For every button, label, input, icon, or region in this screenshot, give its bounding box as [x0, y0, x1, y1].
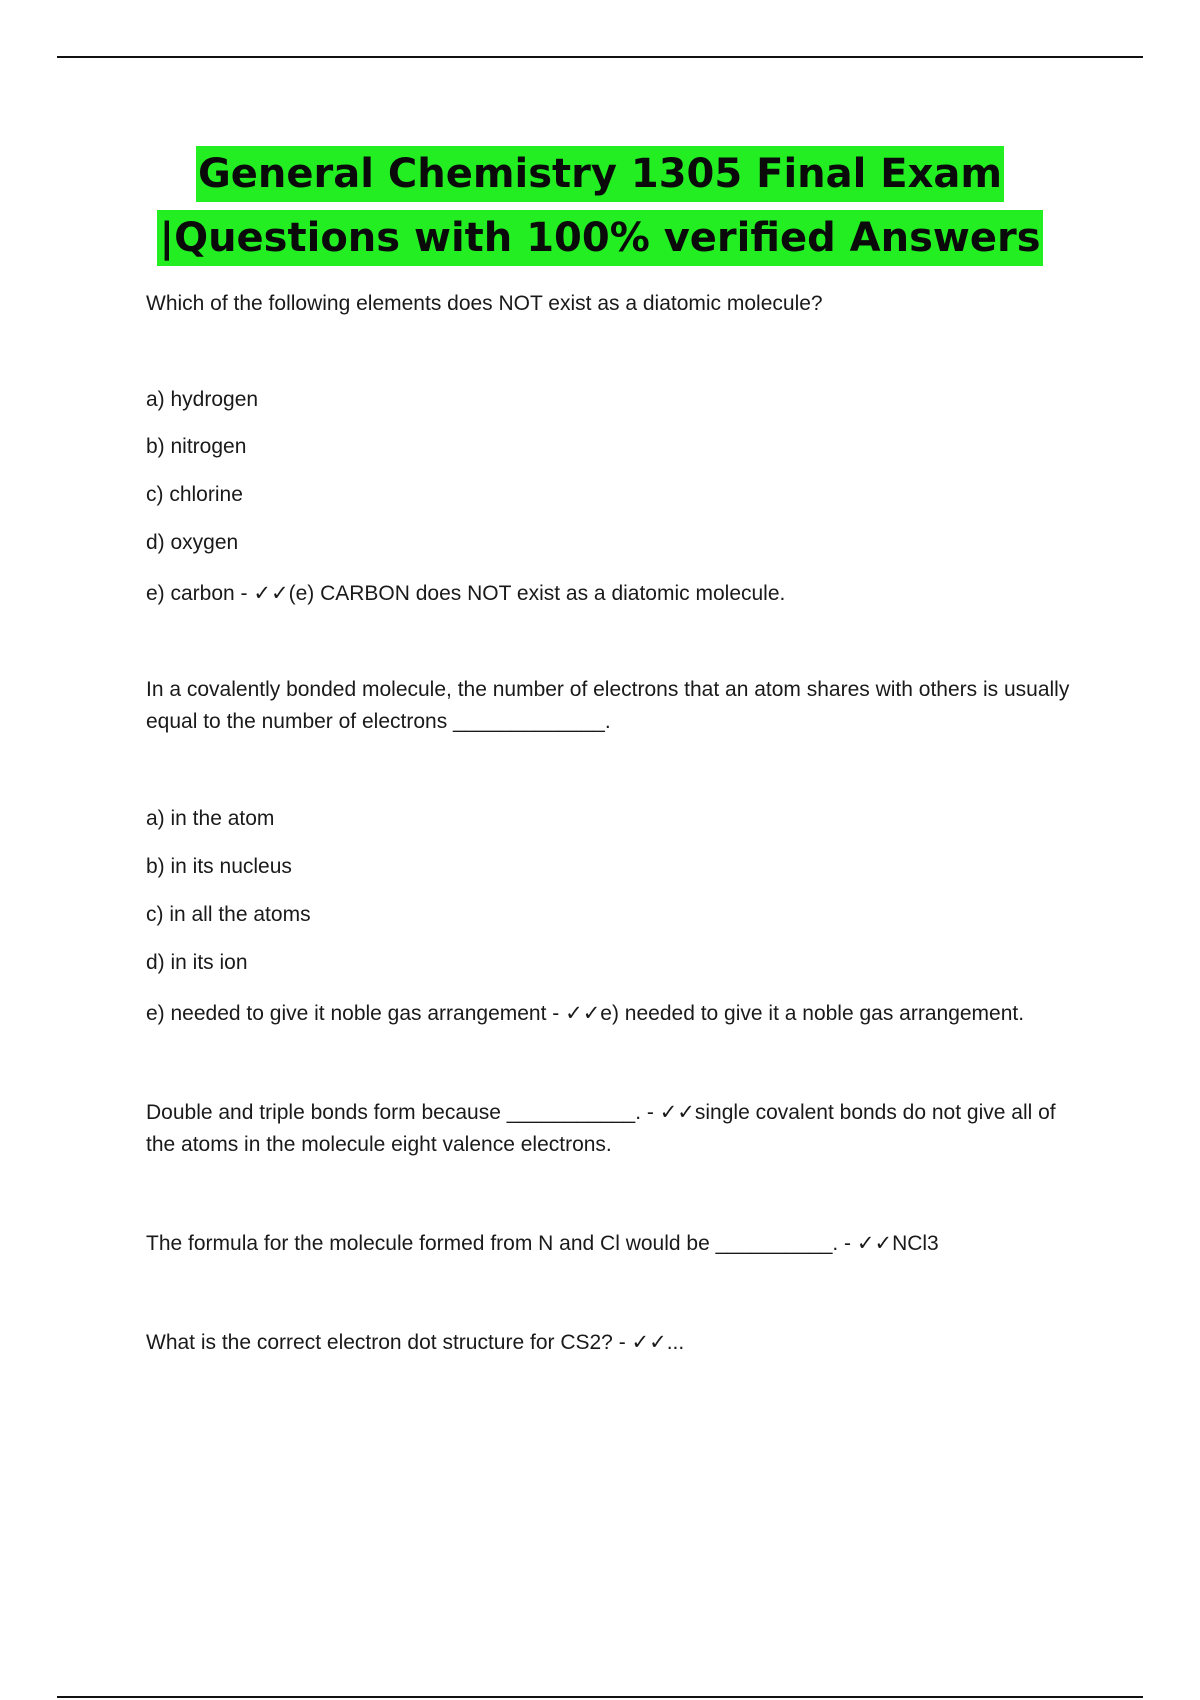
- answer-option-correct: e) carbon - ✓✓(e) CARBON does NOT exist as a diatomic molecule.: [146, 582, 786, 605]
- bottom-divider: [57, 1696, 1143, 1698]
- answer-option: b) nitrogen: [146, 435, 247, 458]
- title-line-2: |Questions with 100% verified Answers: [157, 210, 1042, 266]
- answer-option: a) hydrogen: [146, 388, 259, 411]
- answer-option: d) in its ion: [146, 951, 248, 974]
- answer-option: b) in its nucleus: [146, 855, 292, 878]
- answer-option-correct: e) needed to give it noble gas arrangement - ✓✓e) needed to give it a noble gas arrangement.: [146, 1002, 1025, 1025]
- question-text: What is the correct electron dot structure for CS2? - ✓✓...: [146, 1331, 685, 1354]
- title-line-1: General Chemistry 1305 Final Exam: [196, 146, 1004, 202]
- question-text: Which of the following elements does NOT exist as a diatomic molecule?: [146, 292, 823, 315]
- question-text: Double and triple bonds form because ___________. - ✓✓single covalent bonds do not give all of the atoms in the molecule eight valence electrons.: [146, 1101, 1056, 1156]
- question-block-5: [146, 1327, 1076, 1359]
- question-text: In a covalently bonded molecule, the number of electrons that an atom shares with others is usually equal to the number of electrons _____________.: [146, 678, 1070, 733]
- answer-option: c) in all the atoms: [146, 903, 311, 926]
- question-block-4: [146, 1228, 1076, 1260]
- question-block-1: [146, 288, 1076, 320]
- answer-option: a) in the atom: [146, 807, 275, 830]
- answer-option: c) chlorine: [146, 483, 243, 506]
- document-title: [0, 146, 1200, 266]
- question-text: The formula for the molecule formed from N and Cl would be __________. - ✓✓NCl3: [146, 1232, 939, 1255]
- answer-option: d) oxygen: [146, 531, 239, 554]
- top-divider: [57, 56, 1143, 58]
- question-block-3: [146, 1097, 1076, 1161]
- question-block-2: [146, 674, 1076, 738]
